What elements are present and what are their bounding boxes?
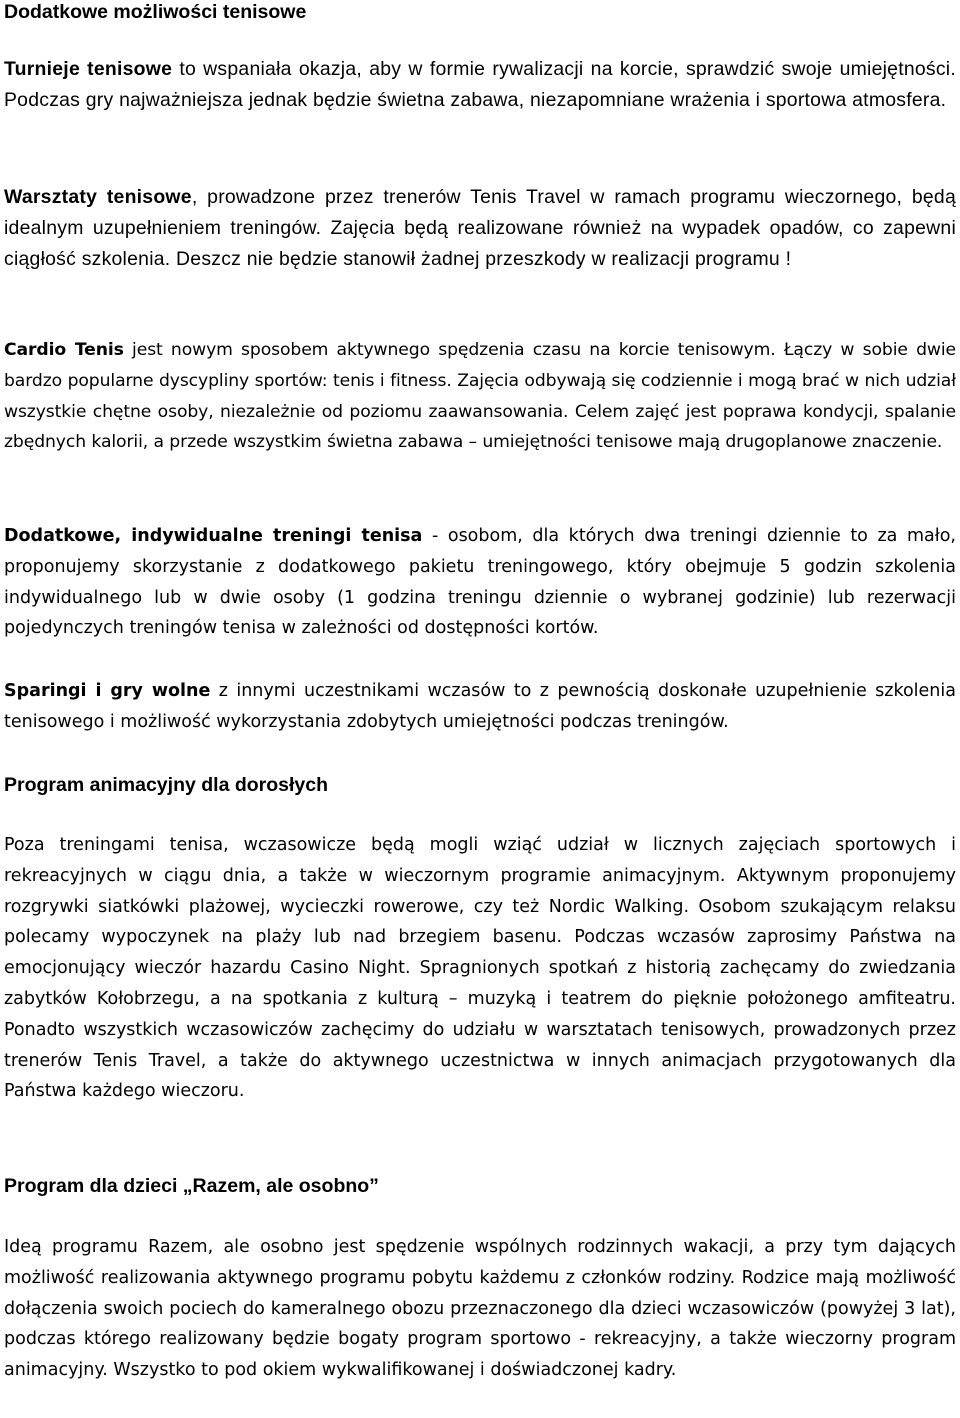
page-title: Dodatkowe możliwości tenisowe [4,1,307,23]
paragraph-lead: Warsztaty tenisowe [4,186,192,208]
paragraph-text: jest nowym sposobem aktywnego spędzenia czasu na korcie tenisowym. Łączy w sobie dwie bardzo popularne dyscypliny sportów: tenis i fitness. Zajęcia odbywają się codziennie i mogą brać w nich udział wszystkie chętne osoby, niezależnie od poziomu zaawansowania. Celem zajęć jest poprawa kondycji, spalanie zbędnych kalorii, a przede wszystkim świetna zabawa – umiejętności tenisowe mają drugoplanowe znaczenie. [4,340,956,453]
paragraph-text: z innymi uczestnikami wczasów to z pewnością doskonałe uzupełnienie szkolenia tenisowego i możliwość wykorzystania zdobytych umiejętności podczas treningów. [4,681,956,732]
paragraph-sparingi [4,676,956,738]
paragraph-warsztaty [4,182,956,275]
section-heading-animacje: Program animacyjny dla dorosłych [4,774,329,796]
paragraph-dzieci: Ideą programu Razem, ale osobno jest spędzenie wspólnych rodzinnych wakacji, a przy tym dających możliwość realizowania aktywnego programu pobytu każdemu z członków rodziny. Rodzice mają możliwość dołączenia swoich pociech do kameralnego obozu przeznaczonego dla dzieci wczasowiczów (powyżej 3 lat), podczas którego realizowany będzie bogaty program sportowo - rekreacyjny, a także wieczorny program animacyjny. Wszystko to pod okiem wykwalifikowanej i doświadczonej kadry. [4,1237,956,1381]
paragraph-animacje: Poza treningami tenisa, wczasowicze będą mogli wziąć udział w licznych zajęciach sportowych i rekreacyjnych w ciągu dnia, a także w wieczornym programie animacyjnym. Aktywnym proponujemy rozgrywki siatkówki plażowej, wycieczki rowerowe, czy też Nordic Walking. Osobom szukającym relaksu polecamy wypoczynek na plaży lub nad brzegiem basenu. Podczas wczasów zaprosimy Państwa na emocjonujący wieczór hazardu Casino Night. Spragnionych spotkań z historią zachęcamy do zwiedzania zabytków Kołobrzegu, a na spotkania z kulturą – muzyką i teatrem do pięknie położonego amfiteatru. Ponadto wszystkich wczasowiczów zachęcimy do udziału w warsztatach tenisowych, prowadzonych przez trenerów Tenis Travel, a także do aktywnego uczestnictwa w innych animacjach przygotowanych dla Państwa każdego wieczoru. [4,835,956,1102]
paragraph-lead: Turnieje tenisowe [4,58,173,80]
paragraph-text: , prowadzone przez trenerów Tenis Travel w ramach programu wieczornego, będą idealnym uzupełnieniem treningów. Zajęcia będą realizowane również na wypadek opadów, co zapewni ciągłość szkolenia. Deszcz nie będzie stanowił żadnej przeszkody w realizacji programu ! [4,186,956,270]
paragraph-turnieje [4,54,956,116]
paragraph-lead: Sparingi i gry wolne [4,681,211,701]
paragraph-lead: Dodatkowe, indywidualne treningi tenisa [4,526,423,546]
paragraph-lead: Cardio Tenis [4,340,124,360]
paragraph-dodatkowe [4,521,956,644]
section-heading-dzieci: Program dla dzieci „Razem, ale osobno” [4,1175,379,1197]
paragraph-text: to wspaniała okazja, aby w formie rywalizacji na korcie, sprawdzić swoje umiejętności. Podczas gry najważniejsza jednak będzie świetna zabawa, niezapomniane wrażenia i sportowa atmosfera. [4,58,956,111]
paragraph-text: - osobom, dla których dwa treningi dziennie to za mało, proponujemy skorzystanie z dodatkowego pakietu treningowego, który obejmuje 5 godzin szkolenia indywidualnego lub w dwie osoby (1 godzina treningu dziennie o wybranej godzinie) lub rezerwacji pojedynczych treningów tenisa w zależności od dostępności kortów. [4,526,956,639]
paragraph-cardio [4,335,956,458]
